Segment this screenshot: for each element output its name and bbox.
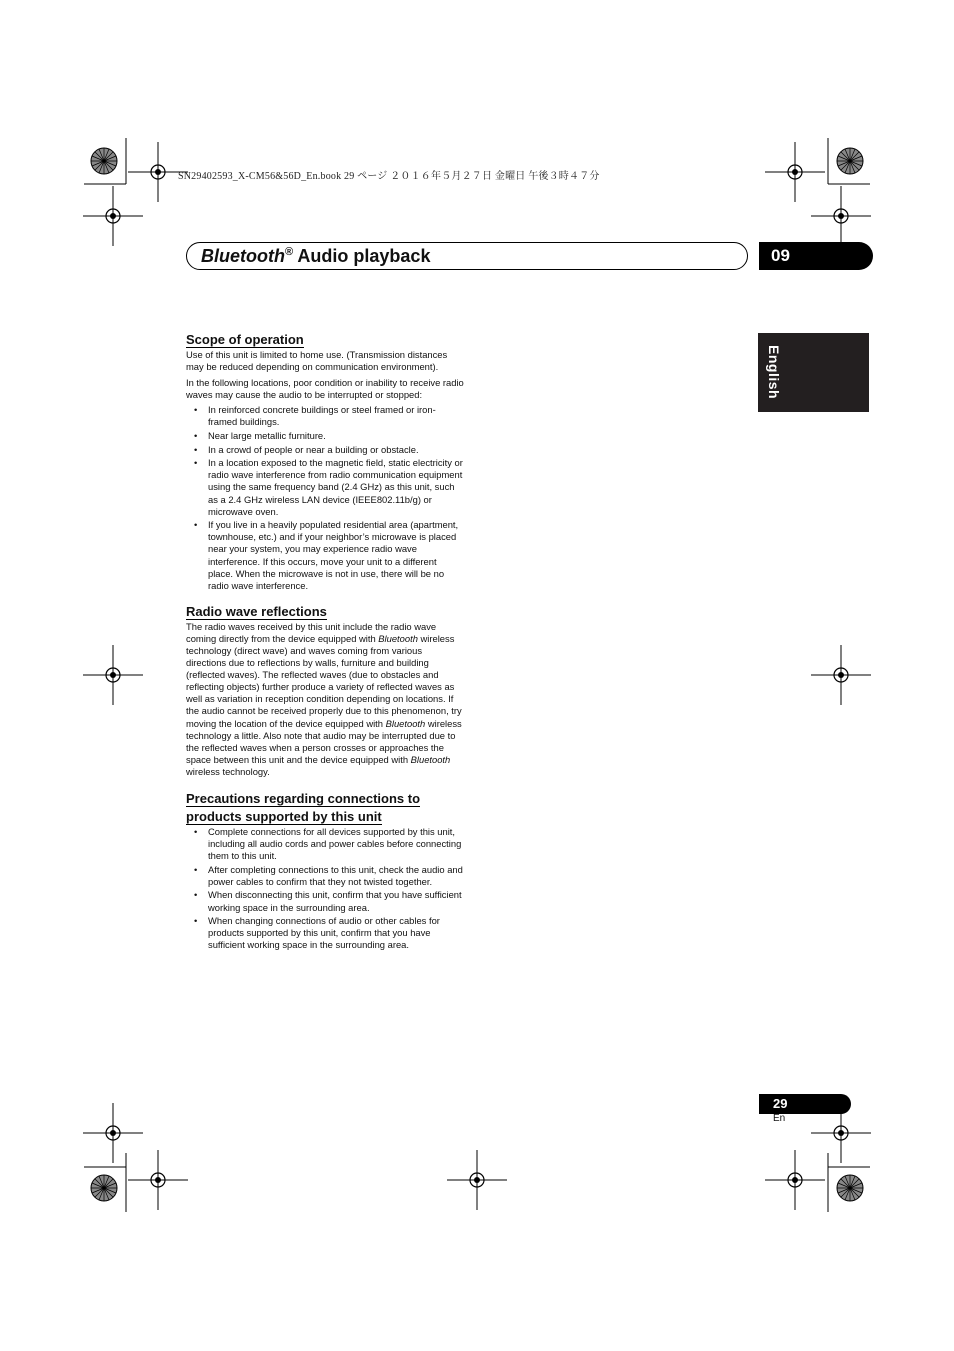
registered-mark: ®	[284, 246, 294, 258]
title-bluetooth: Bluetooth	[201, 246, 285, 266]
chapter-number: 09	[771, 246, 790, 265]
title-rest: Audio playback	[293, 246, 431, 266]
list-item: • In a crowd of people or near a building or obstacle.	[186, 444, 464, 456]
list-item: • In a location exposed to the magnetic field, static electricity or radio wave interference from radio communication equipment using the same frequency band (2.4 GHz) as this unit, such as a 2.4 GHz wireless LAN device (IEEE802.11b/g) or microwave oven.	[186, 457, 464, 517]
list-item: • In reinforced concrete buildings or steel framed or iron-framed buildings.	[186, 404, 464, 428]
sunburst-mark	[91, 148, 117, 174]
page-title	[201, 246, 430, 267]
page-title-bar	[186, 242, 748, 270]
list-item: • Complete connections for all devices supported by this unit, including all audio cords and power cables before connecting them to this unit.	[186, 826, 464, 862]
page-language: En	[773, 1113, 786, 1124]
paragraph: The radio waves received by this unit include the radio wave coming directly from the device equipped with Bluetooth wireless technology (direct wave) and waves coming from various directions due to reflections by walls, furniture and building (reflected waves). The reflected waves (due to obstacles and reflecting objects) further produce a variety of reflected waves as well as variation in reception condition depending on locations. If the audio cannot be received properly due to this phenomenon, try moving the location of the device equipped with Bluetooth wireless technology a little. Also note that audio may be interrupted due to the reflected waves when a person crosses or approaches the space between this unit and the device equipped with Bluetooth wireless technology.	[186, 620, 462, 777]
language-label: English	[766, 345, 782, 400]
content-column	[186, 331, 464, 953]
chapter-tab	[759, 242, 873, 270]
page-number-tab	[759, 1094, 851, 1114]
section-heading-precautions: Precautions regarding connections to products supported by this unit	[186, 791, 421, 824]
list-item: • When disconnecting this unit, confirm that you have sufficient working space in the surrounding area.	[186, 889, 464, 913]
bullet-list	[186, 826, 464, 951]
section-heading-scope: Scope of operation	[186, 332, 304, 347]
language-tab	[758, 333, 869, 412]
list-item: • Near large metallic furniture.	[186, 430, 464, 442]
paragraph: In the following locations, poor condition or inability to receive radio waves may cause the audio to be interrupted or stopped:	[186, 376, 464, 400]
list-item: • When changing connections of audio or other cables for products supported by this unit, confirm that you have sufficient working space in the surrounding area.	[186, 915, 464, 951]
page-number: 29	[773, 1096, 788, 1111]
paragraph: Use of this unit is limited to home use. (Transmission distances may be reduced depending on communication environment).	[186, 349, 448, 373]
section-heading-reflections: Radio wave reflections	[186, 603, 327, 619]
bullet-list	[186, 404, 464, 591]
list-item: • After completing connections to this unit, check the audio and power cables to confirm that they not twisted together.	[186, 864, 464, 888]
list-item: • If you live in a heavily populated residential area (apartment, townhouse, etc.) and if your neighbor’s microwave is placed near your system, you may experience radio wave interference. If this occurs, move your unit to a different place. When the microwave is not in use, there will be no radio wave interference.	[186, 519, 464, 592]
print-slug: SN29402593_X-CM56&56D_En.book 29 ページ ２０１６年５月２７日 金曜日 午後３時４７分	[178, 171, 600, 182]
